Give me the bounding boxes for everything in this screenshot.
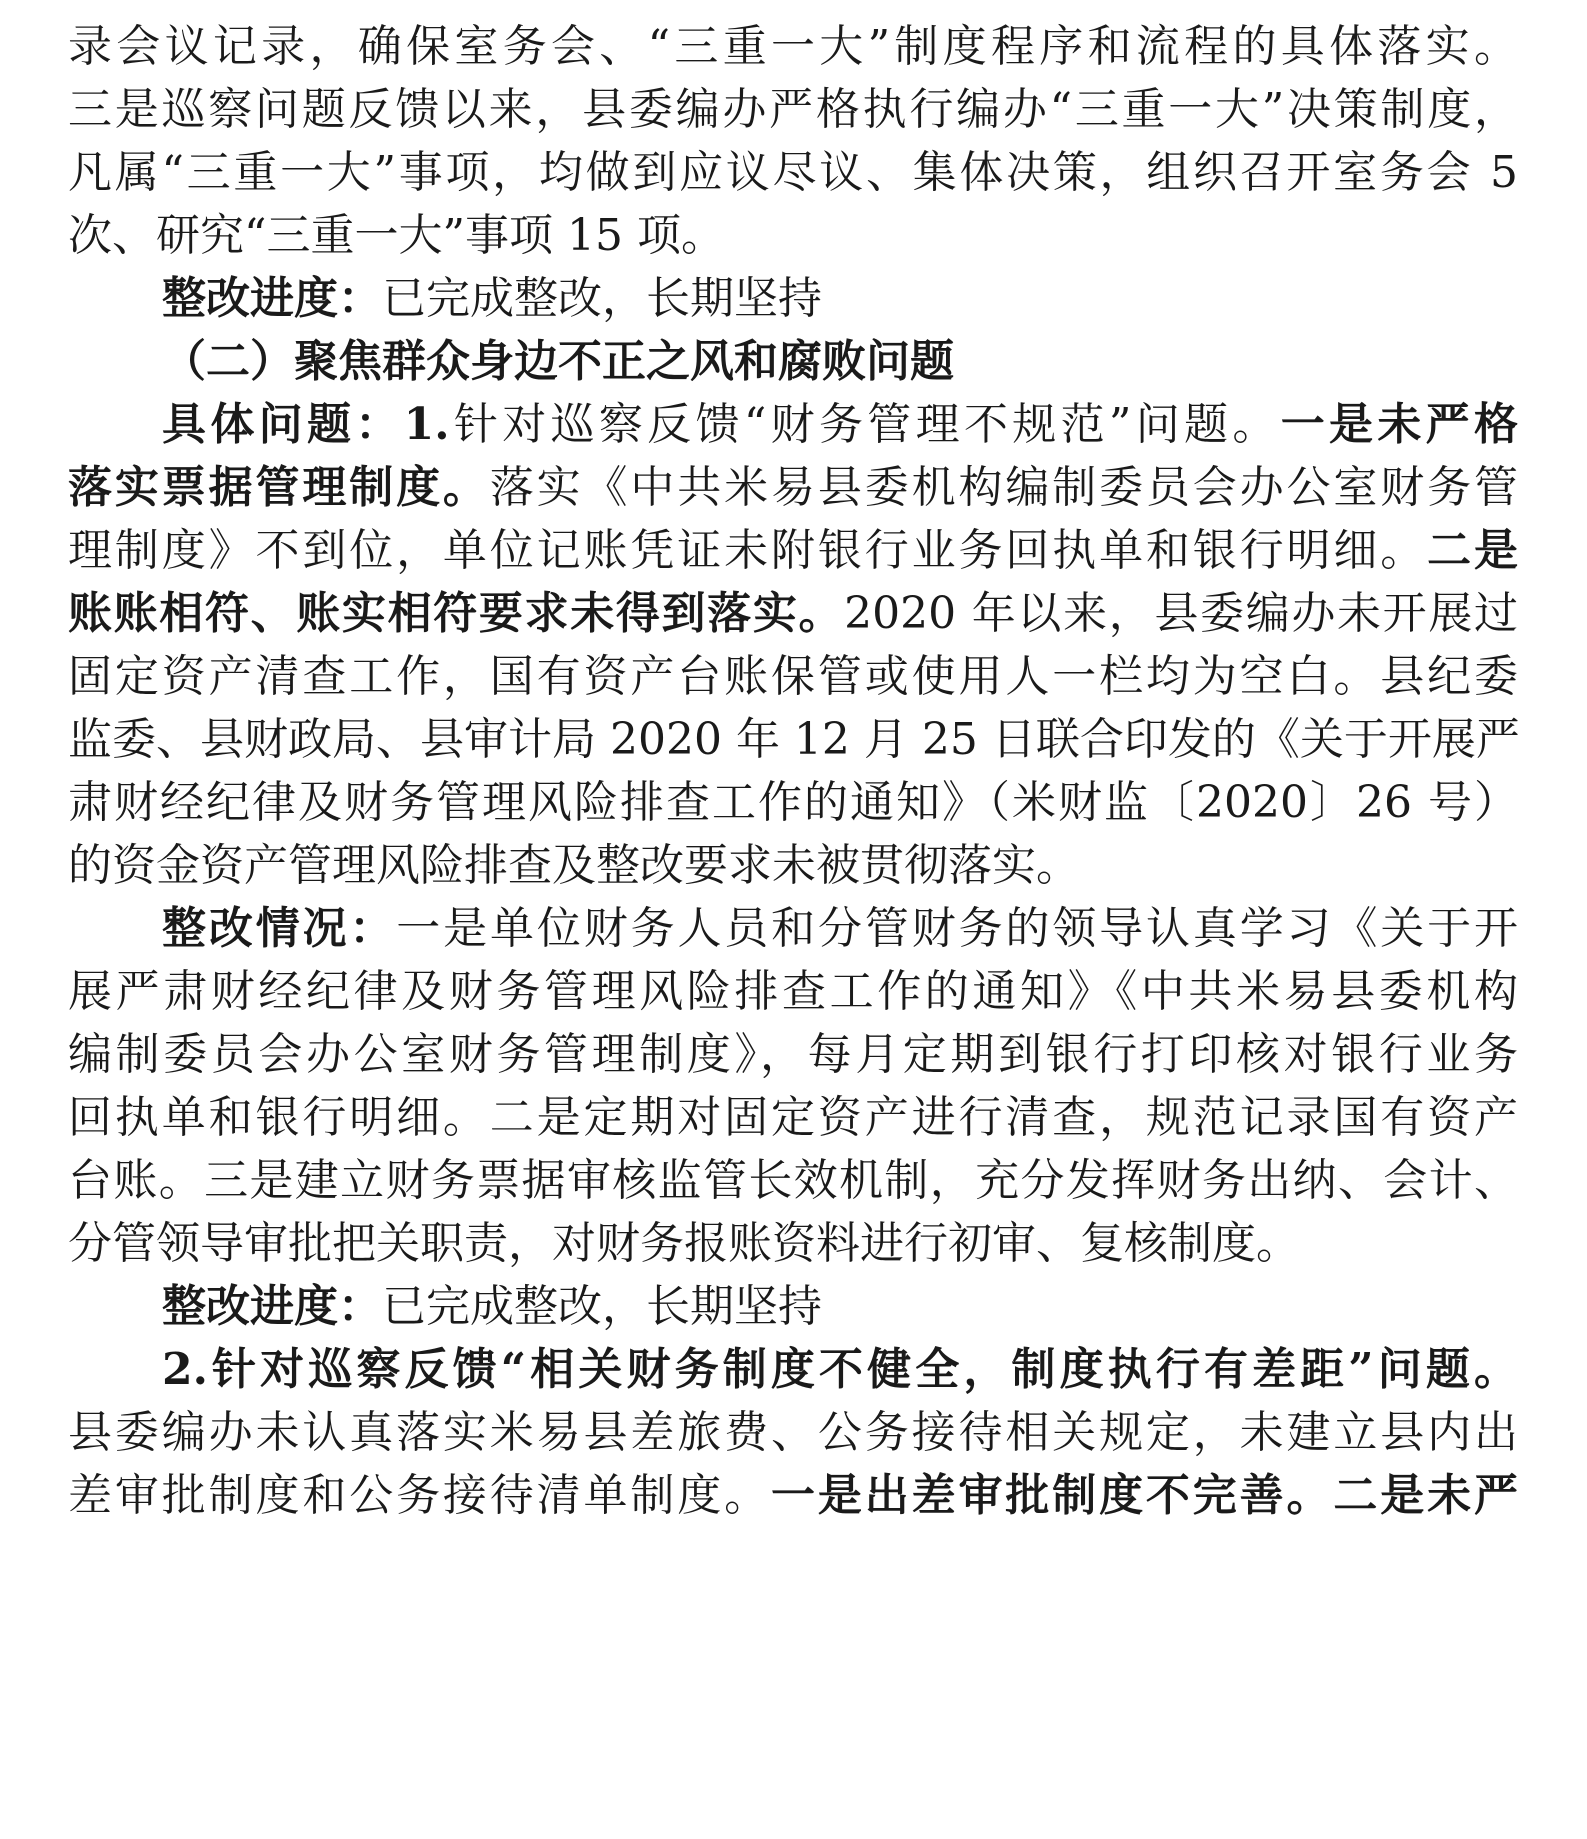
emphasis-text: 二是 [1427,525,1519,576]
heading-text: （二）聚焦群众身边不正之风和腐败问题 [162,336,954,387]
section-label: 整改进度： [162,273,382,324]
line-segment: 三是巡察问题反馈以来，县委编办严格执行编办“三重一大”决策制度， [68,84,1518,135]
line-segment: 已完成整改，长期坚持 [382,273,822,324]
section-label: 具体问题：1. [162,399,450,450]
line-segment: 展严肃财经纪律及财务管理风险排查工作的通知》《中共米易县委机构 [68,966,1518,1017]
line-segment: 监委、县财政局、县审计局 2020 年 12 月 25 日联合印发的《关于开展严 [68,714,1520,765]
emphasis-text: 一是出差审批制度不完善。二是未严 [771,1470,1518,1521]
line-segment: 县委编办未认真落实米易县差旅费、公务接待相关规定，未建立县内出 [68,1407,1518,1458]
emphasis-text: 账账相符、账实相符要求未得到落实。 [68,588,845,639]
section-label: 整改情况： [162,903,397,954]
line-segment: 针对巡察反馈“财务管理不规范”问题。 [449,399,1281,450]
line-segment: 差审批制度和公务接待清单制度。 [68,1470,771,1521]
line-segment: 一是单位财务人员和分管财务的领导认真学习《关于开 [396,903,1519,954]
line-segment: 回执单和银行明细。二是定期对固定资产进行清查，规范记录国有资产 [68,1092,1518,1143]
emphasis-text: 2.针对巡察反馈“相关财务制度不健全，制度执行有差距”问题。 [162,1344,1518,1395]
section-label: 整改进度： [162,1281,382,1332]
line-segment: 次、研究“三重一大”事项 15 项。 [68,210,725,261]
line-segment: 已完成整改，长期坚持 [382,1281,822,1332]
emphasis-text: 落实票据管理制度。 [68,462,490,513]
line-segment: 落实《中共米易县委机构编制委员会办公室财务管 [489,462,1519,513]
line-segment: 肃财经纪律及财务管理风险排查工作的通知》（米财监〔2020〕26 号） [68,777,1518,828]
line-segment: 理制度》不到位，单位记账凭证未附银行业务回执单和银行明细。 [68,525,1428,576]
text-line-24 [68,1459,1518,1533]
line-segment: 固定资产清查工作，国有资产台账保管或使用人一栏均为空白。县纪委 [68,651,1518,702]
line-segment: 凡属“三重一大”事项，均做到应议尽议、集体决策，组织召开室务会 5 [68,147,1518,198]
document-page [68,0,1518,1839]
line-segment: 台账。三是建立财务票据审核监管长效机制，充分发挥财务出纳、会计、 [68,1155,1518,1206]
line-segment: 编制委员会办公室财务管理制度》，每月定期到银行打印核对银行业务 [68,1029,1518,1080]
line-segment: 2020 年以来，县委编办未开展过 [844,588,1518,639]
line-segment: 录会议记录，确保室务会、“三重一大”制度程序和流程的具体落实。 [68,21,1518,72]
line-segment: 的资金资产管理风险排查及整改要求未被贯彻落实。 [68,840,1080,891]
line-segment: 分管领导审批把关职责，对财务报账资料进行初审、复核制度。 [68,1218,1300,1269]
emphasis-text: 一是未严格 [1280,399,1518,450]
